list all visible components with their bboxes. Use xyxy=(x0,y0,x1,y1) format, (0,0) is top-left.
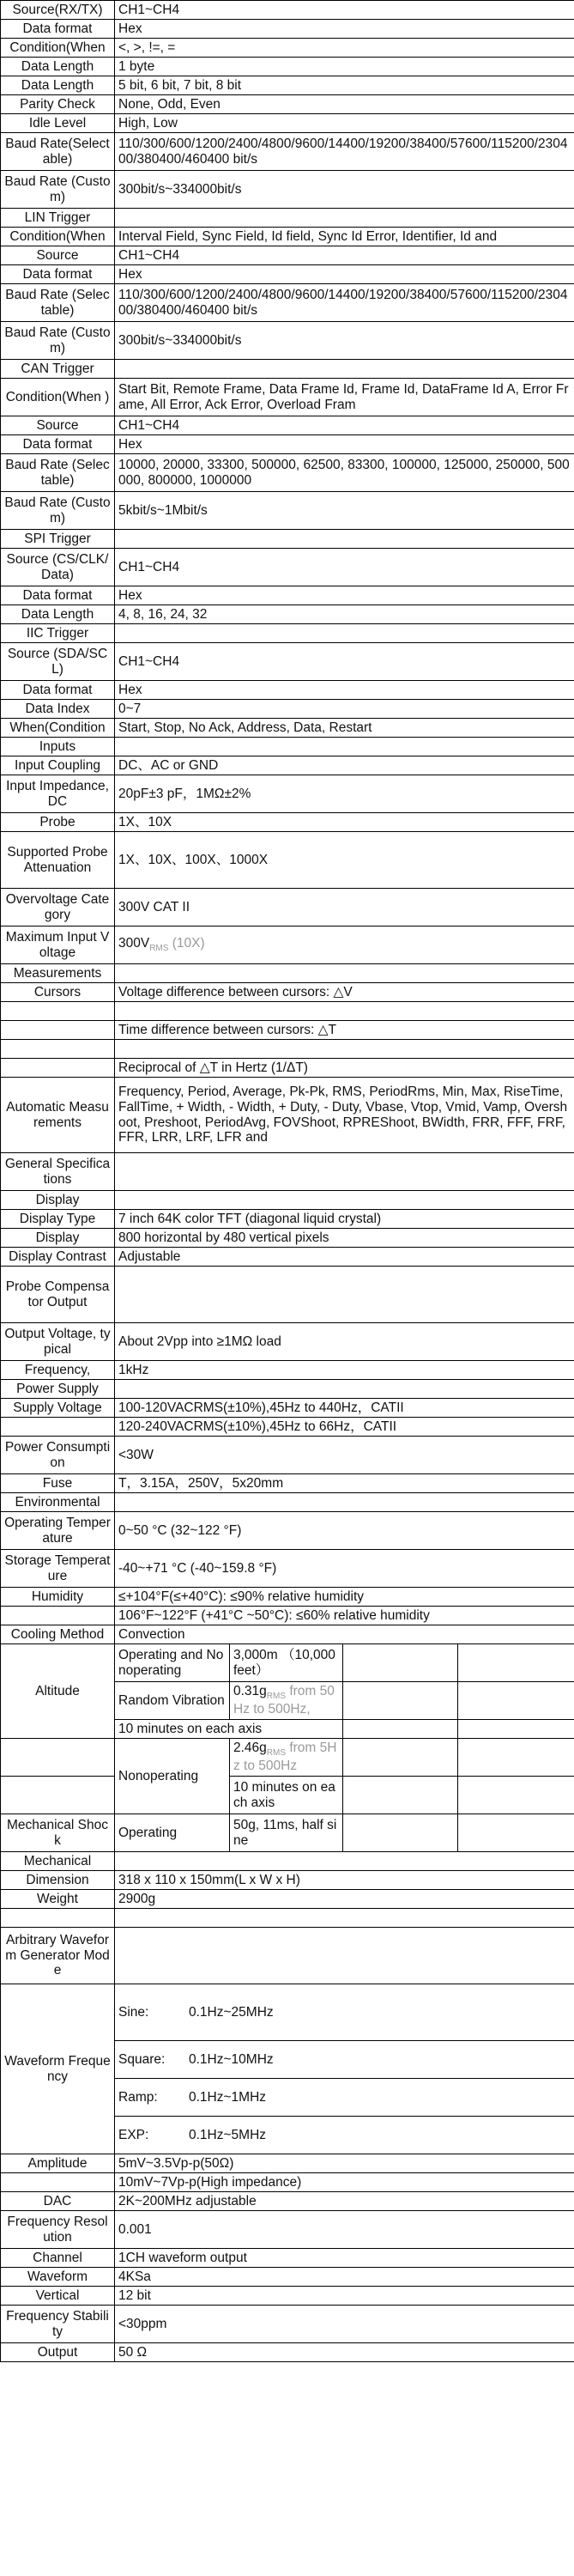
spec-value: About 2Vpp into ≥1MΩ load xyxy=(115,1323,574,1361)
random-vibration-label: Random Vibration xyxy=(115,1682,230,1720)
spec-value: Start, Stop, No Ack, Address, Data, Restart xyxy=(115,719,574,738)
empty-cell xyxy=(343,1720,458,1739)
spec-value xyxy=(115,1267,574,1323)
spec-value: ≤+104°F(≤+40°C): ≤90% relative humidity xyxy=(115,1588,574,1607)
empty-cell xyxy=(458,1720,574,1739)
spec-value xyxy=(115,1852,574,1871)
section-heading: Environmental xyxy=(1,1493,115,1512)
section-heading: CAN Trigger xyxy=(1,360,115,379)
section-heading: Mechanical xyxy=(1,1852,115,1871)
spec-label: Frequency, xyxy=(1,1361,115,1380)
spec-label: Data Length xyxy=(1,605,115,624)
spec-value: Voltage difference between cursors: △V xyxy=(115,983,574,1002)
spec-label: Data Length xyxy=(1,76,115,95)
spec-label: Data format xyxy=(1,681,115,700)
spec-label: Frequency Stability xyxy=(1,2306,115,2343)
shock-op-value: 50g, 11ms, half sine xyxy=(230,1814,343,1852)
spec-value: <30W xyxy=(115,1437,574,1474)
spec-label xyxy=(1,1059,115,1078)
spec-value: 5mV~3.5Vp-p(50Ω) xyxy=(115,2154,574,2173)
spec-label: Data format xyxy=(1,20,115,39)
spec-label: Condition(When xyxy=(1,39,115,58)
spec-label: Source (SDA/SCL) xyxy=(1,643,115,681)
spec-value: CH1~CH4 xyxy=(115,549,574,586)
spec-label xyxy=(1,1040,115,1059)
spec-value: 20pF±3 pF，1MΩ±2% xyxy=(115,775,574,813)
section-heading: LIN Trigger xyxy=(1,209,115,228)
spec-value: <30ppm xyxy=(115,2306,574,2343)
spec-value xyxy=(115,1153,574,1191)
max-input-voltage xyxy=(115,927,574,964)
spec-value: Start Bit, Remote Frame, Data Frame Id, Frame Id, DataFrame Id A, Error Frame, All Error, Ack Error, Overload Fram xyxy=(115,379,574,416)
spec-value: Convection xyxy=(115,1625,574,1644)
spec-label: Automatic Measurements xyxy=(1,1078,115,1153)
section-heading: Power Supply xyxy=(1,1380,115,1399)
spec-value: 2900g xyxy=(115,1890,574,1909)
spec-label: Output xyxy=(1,2343,115,2362)
spec-label: Humidity xyxy=(1,1588,115,1607)
spec-label: Idle Level xyxy=(1,114,115,133)
spec-value: CH1~CH4 xyxy=(115,246,574,265)
spec-value: 110/300/600/1200/2400/4800/9600/14400/19200/38400/57600/115200/230400/380400/460400 bit/s xyxy=(115,133,574,171)
spec-value xyxy=(115,209,574,228)
spec-label: Supported Probe Attenuation xyxy=(1,832,115,889)
spec-value: 4KSa xyxy=(115,2268,574,2287)
spec-label: Display xyxy=(1,1191,115,1210)
spec-label: Cursors xyxy=(1,983,115,1002)
spec-label: Input Impedance, DC xyxy=(1,775,115,813)
section-heading: Probe Compensator Output xyxy=(1,1267,115,1323)
spec-label: Vertical xyxy=(1,2287,115,2306)
spec-value: Frequency, Period, Average, Pk-Pk, RMS, PeriodRms, Min, Max, RiseTime, FallTime, + Width, - Width, + Duty, - Duty, Vbase, Vtop, Vmid, Vamp, Overshoot, Preshoot, PeriodAvg, FOVShoot, RPREShoot, BWidth, FRR, FFF, FRF, FFR, LRR, LRF, LFR and xyxy=(115,1078,574,1153)
spec-value: 1 byte xyxy=(115,58,574,76)
nonoperating-minutes: 10 minutes on each axis xyxy=(230,1777,343,1814)
spec-label: Weight xyxy=(1,1890,115,1909)
spec-label: Frequency Resolution xyxy=(1,2211,115,2249)
spec-value: -40~+71 °C (-40~159.8 °F) xyxy=(115,1550,574,1588)
spec-value: Interval Field, Sync Field, Id field, Sync Id Error, Identifier, Id and xyxy=(115,228,574,246)
spec-label: Channel xyxy=(1,2249,115,2268)
spec-value: DC、AC or GND xyxy=(115,756,574,775)
spec-value: 5kbit/s~1Mbit/s xyxy=(115,492,574,530)
spec-value: 100-120VACRMS(±10%),45Hz to 440Hz，CATII xyxy=(115,1399,574,1418)
spec-label: Baud Rate (Custom) xyxy=(1,322,115,360)
empty-cell xyxy=(343,1739,458,1777)
spec-label xyxy=(1,1418,115,1437)
spec-value: Hex xyxy=(115,265,574,284)
spec-label: Data format xyxy=(1,435,115,454)
spec-value: 1kHz xyxy=(115,1361,574,1380)
shock-label: Mechanical Shock xyxy=(1,1814,115,1852)
spec-value: 10mV~7Vp-p(High impedance) xyxy=(115,2173,574,2192)
spec-label: Amplitude xyxy=(1,2154,115,2173)
spec-label: When(Condition xyxy=(1,719,115,738)
attenuation-note: (10X) xyxy=(168,936,205,951)
spec-label: Condition(When ) xyxy=(1,379,115,416)
spec-value: 0~7 xyxy=(115,700,574,719)
spec-label: Source (CS/CLK/Data) xyxy=(1,549,115,586)
spec-label: Dimension xyxy=(1,1871,115,1890)
spec-value xyxy=(115,1040,574,1059)
max-input-value: 300V xyxy=(118,936,150,951)
spec-label: Supply Voltage xyxy=(1,1399,115,1418)
spec-value xyxy=(115,624,574,643)
spec-label: Data format xyxy=(1,265,115,284)
spec-label: Maximum Input Voltage xyxy=(1,927,115,964)
spec-value: 2K~200MHz adjustable xyxy=(115,2192,574,2211)
spec-value xyxy=(115,738,574,756)
waveform-item: Square: 0.1Hz~10MHz xyxy=(115,2041,574,2079)
spec-value xyxy=(115,964,574,983)
spec-label: DAC xyxy=(1,2192,115,2211)
section-heading: Inputs xyxy=(1,738,115,756)
spec-value: 7 inch 64K color TFT (diagonal liquid crystal) xyxy=(115,1210,574,1229)
waveform-item: Sine: 0.1Hz~25MHz xyxy=(115,1984,574,2041)
section-heading: Measurements xyxy=(1,964,115,983)
spec-label: Probe xyxy=(1,813,115,832)
section-heading: IIC Trigger xyxy=(1,624,115,643)
spec-value xyxy=(115,1191,574,1210)
empty-cell xyxy=(458,1739,574,1777)
spec-value: 120-240VACRMS(±10%),45Hz to 66Hz，CATII xyxy=(115,1418,574,1437)
waveform-item: EXP: 0.1Hz~5MHz xyxy=(115,2117,574,2154)
spec-value: 300bit/s~334000bit/s xyxy=(115,322,574,360)
spec-label: Display Contrast xyxy=(1,1248,115,1267)
spec-value xyxy=(115,530,574,549)
spec-label: Operating Temperature xyxy=(1,1512,115,1550)
spec-label: Power Consumption xyxy=(1,1437,115,1474)
spec-label: Display Type xyxy=(1,1210,115,1229)
random-vibration-value: $0.31g_{RMS}$ from 50Hz to 500Hz, xyxy=(230,1682,343,1720)
spec-value: 5 bit, 6 bit, 7 bit, 8 bit xyxy=(115,76,574,95)
spec-label: Overvoltage Category xyxy=(1,889,115,927)
spec-value xyxy=(115,1380,574,1399)
empty-cell xyxy=(458,1777,574,1814)
shock-op-label: Operating xyxy=(115,1814,230,1852)
spec-label: Parity Check xyxy=(1,95,115,114)
spec-value: 300bit/s~334000bit/s xyxy=(115,171,574,209)
spec-value: 300V CAT II xyxy=(115,889,574,927)
spec-value: 106°F~122°F (+41°C ~50°C): ≤60% relative humidity xyxy=(115,1607,574,1625)
empty-cell xyxy=(458,1682,574,1720)
spec-value: 318 x 110 x 150mm(L x W x H) xyxy=(115,1871,574,1890)
spec-value: 1X、10X、100X、1000X xyxy=(115,832,574,889)
spec-label: Baud Rate (Custom) xyxy=(1,171,115,209)
spec-label xyxy=(1,1909,115,1928)
empty-cell xyxy=(458,1644,574,1682)
empty-cell xyxy=(1,1777,115,1814)
spec-value: CH1~CH4 xyxy=(115,643,574,681)
spec-label: Display xyxy=(1,1229,115,1248)
spec-value: T，3.15A，250V，5x20mm xyxy=(115,1474,574,1493)
spec-label: Source xyxy=(1,416,115,435)
spec-label xyxy=(1,1021,115,1040)
empty-cell xyxy=(458,1814,574,1852)
spec-value: CH1~CH4 xyxy=(115,1,574,20)
waveform-frequency-label: Waveform Frequency xyxy=(1,1984,115,2154)
altitude-label: Altitude xyxy=(1,1644,115,1739)
spec-label: Fuse xyxy=(1,1474,115,1493)
spec-label: Output Voltage, typical xyxy=(1,1323,115,1361)
empty-cell xyxy=(343,1777,458,1814)
empty-cell xyxy=(343,1644,458,1682)
spec-label: Storage Temperature xyxy=(1,1550,115,1588)
spec-value: 1X、10X xyxy=(115,813,574,832)
spec-value: <, >, !=, = xyxy=(115,39,574,58)
spec-value: 800 horizontal by 480 vertical pixels xyxy=(115,1229,574,1248)
altitude-op-value: 3,000m （10,000 feet） xyxy=(230,1644,343,1682)
spec-value: High, Low xyxy=(115,114,574,133)
rms-unit: RMS xyxy=(149,944,169,954)
altitude-op-label: Operating and Nonoperating xyxy=(115,1644,230,1682)
spec-label: Waveform xyxy=(1,2268,115,2287)
spec-value: Hex xyxy=(115,681,574,700)
spec-label: Cooling Method xyxy=(1,1625,115,1644)
spec-label: Baud Rate (Selectable) xyxy=(1,454,115,492)
spec-label: Source(RX/TX) xyxy=(1,1,115,20)
nonoperating-value: $2.46g_{RMS}$ from 5Hz to 500Hz xyxy=(230,1739,343,1777)
spec-value: 4, 8, 16, 24, 32 xyxy=(115,605,574,624)
spec-value xyxy=(115,1928,574,1984)
spec-value: Adjustable xyxy=(115,1248,574,1267)
spec-value: 12 bit xyxy=(115,2287,574,2306)
spec-label xyxy=(1,2173,115,2192)
spec-value xyxy=(115,1909,574,1928)
spec-label xyxy=(1,1002,115,1021)
spec-label: Data format xyxy=(1,586,115,605)
spec-value: 10000, 20000, 33300, 500000, 62500, 83300, 100000, 125000, 250000, 500000, 800000, 1000000 xyxy=(115,454,574,492)
spec-value: 50 Ω xyxy=(115,2343,574,2362)
spec-value: Hex xyxy=(115,435,574,454)
section-heading: SPI Trigger xyxy=(1,530,115,549)
spec-label: Data Index xyxy=(1,700,115,719)
section-heading: Arbitrary Waveform Generator Mode xyxy=(1,1928,115,1984)
spec-value: None, Odd, Even xyxy=(115,95,574,114)
spec-value: 0~50 °C (32~122 °F) xyxy=(115,1512,574,1550)
spec-value xyxy=(115,1493,574,1512)
spec-label xyxy=(1,1607,115,1625)
spec-label: Data Length xyxy=(1,58,115,76)
waveform-item: Ramp: 0.1Hz~1MHz xyxy=(115,2079,574,2117)
empty-cell xyxy=(1,1739,115,1777)
spec-value: 110/300/600/1200/2400/4800/9600/14400/19200/38400/57600/115200/230400/380400/460400 bit/s xyxy=(115,284,574,322)
spec-value: Time difference between cursors: △T xyxy=(115,1021,574,1040)
spec-value: Hex xyxy=(115,586,574,605)
spec-label: Baud Rate (Selectable) xyxy=(1,284,115,322)
empty-cell xyxy=(343,1814,458,1852)
spec-label: Input Coupling xyxy=(1,756,115,775)
empty-cell xyxy=(343,1682,458,1720)
spec-value xyxy=(115,360,574,379)
spec-value: 1CH waveform output xyxy=(115,2249,574,2268)
spec-label: Baud Rate (Custom) xyxy=(1,492,115,530)
spec-label: Condition(When xyxy=(1,228,115,246)
spec-label: Baud Rate(Selectable) xyxy=(1,133,115,171)
spec-value: Hex xyxy=(115,20,574,39)
spec-value: CH1~CH4 xyxy=(115,416,574,435)
spec-value: Reciprocal of △T in Hertz (1/ΔT) xyxy=(115,1059,574,1078)
spec-value: 0.001 xyxy=(115,2211,574,2249)
section-heading: General Specifications xyxy=(1,1153,115,1191)
spec-label: Source xyxy=(1,246,115,265)
nonoperating-label: Nonoperating xyxy=(115,1739,230,1814)
ten-minutes-note: 10 minutes on each axis xyxy=(115,1720,343,1739)
spec-value xyxy=(115,1002,574,1021)
